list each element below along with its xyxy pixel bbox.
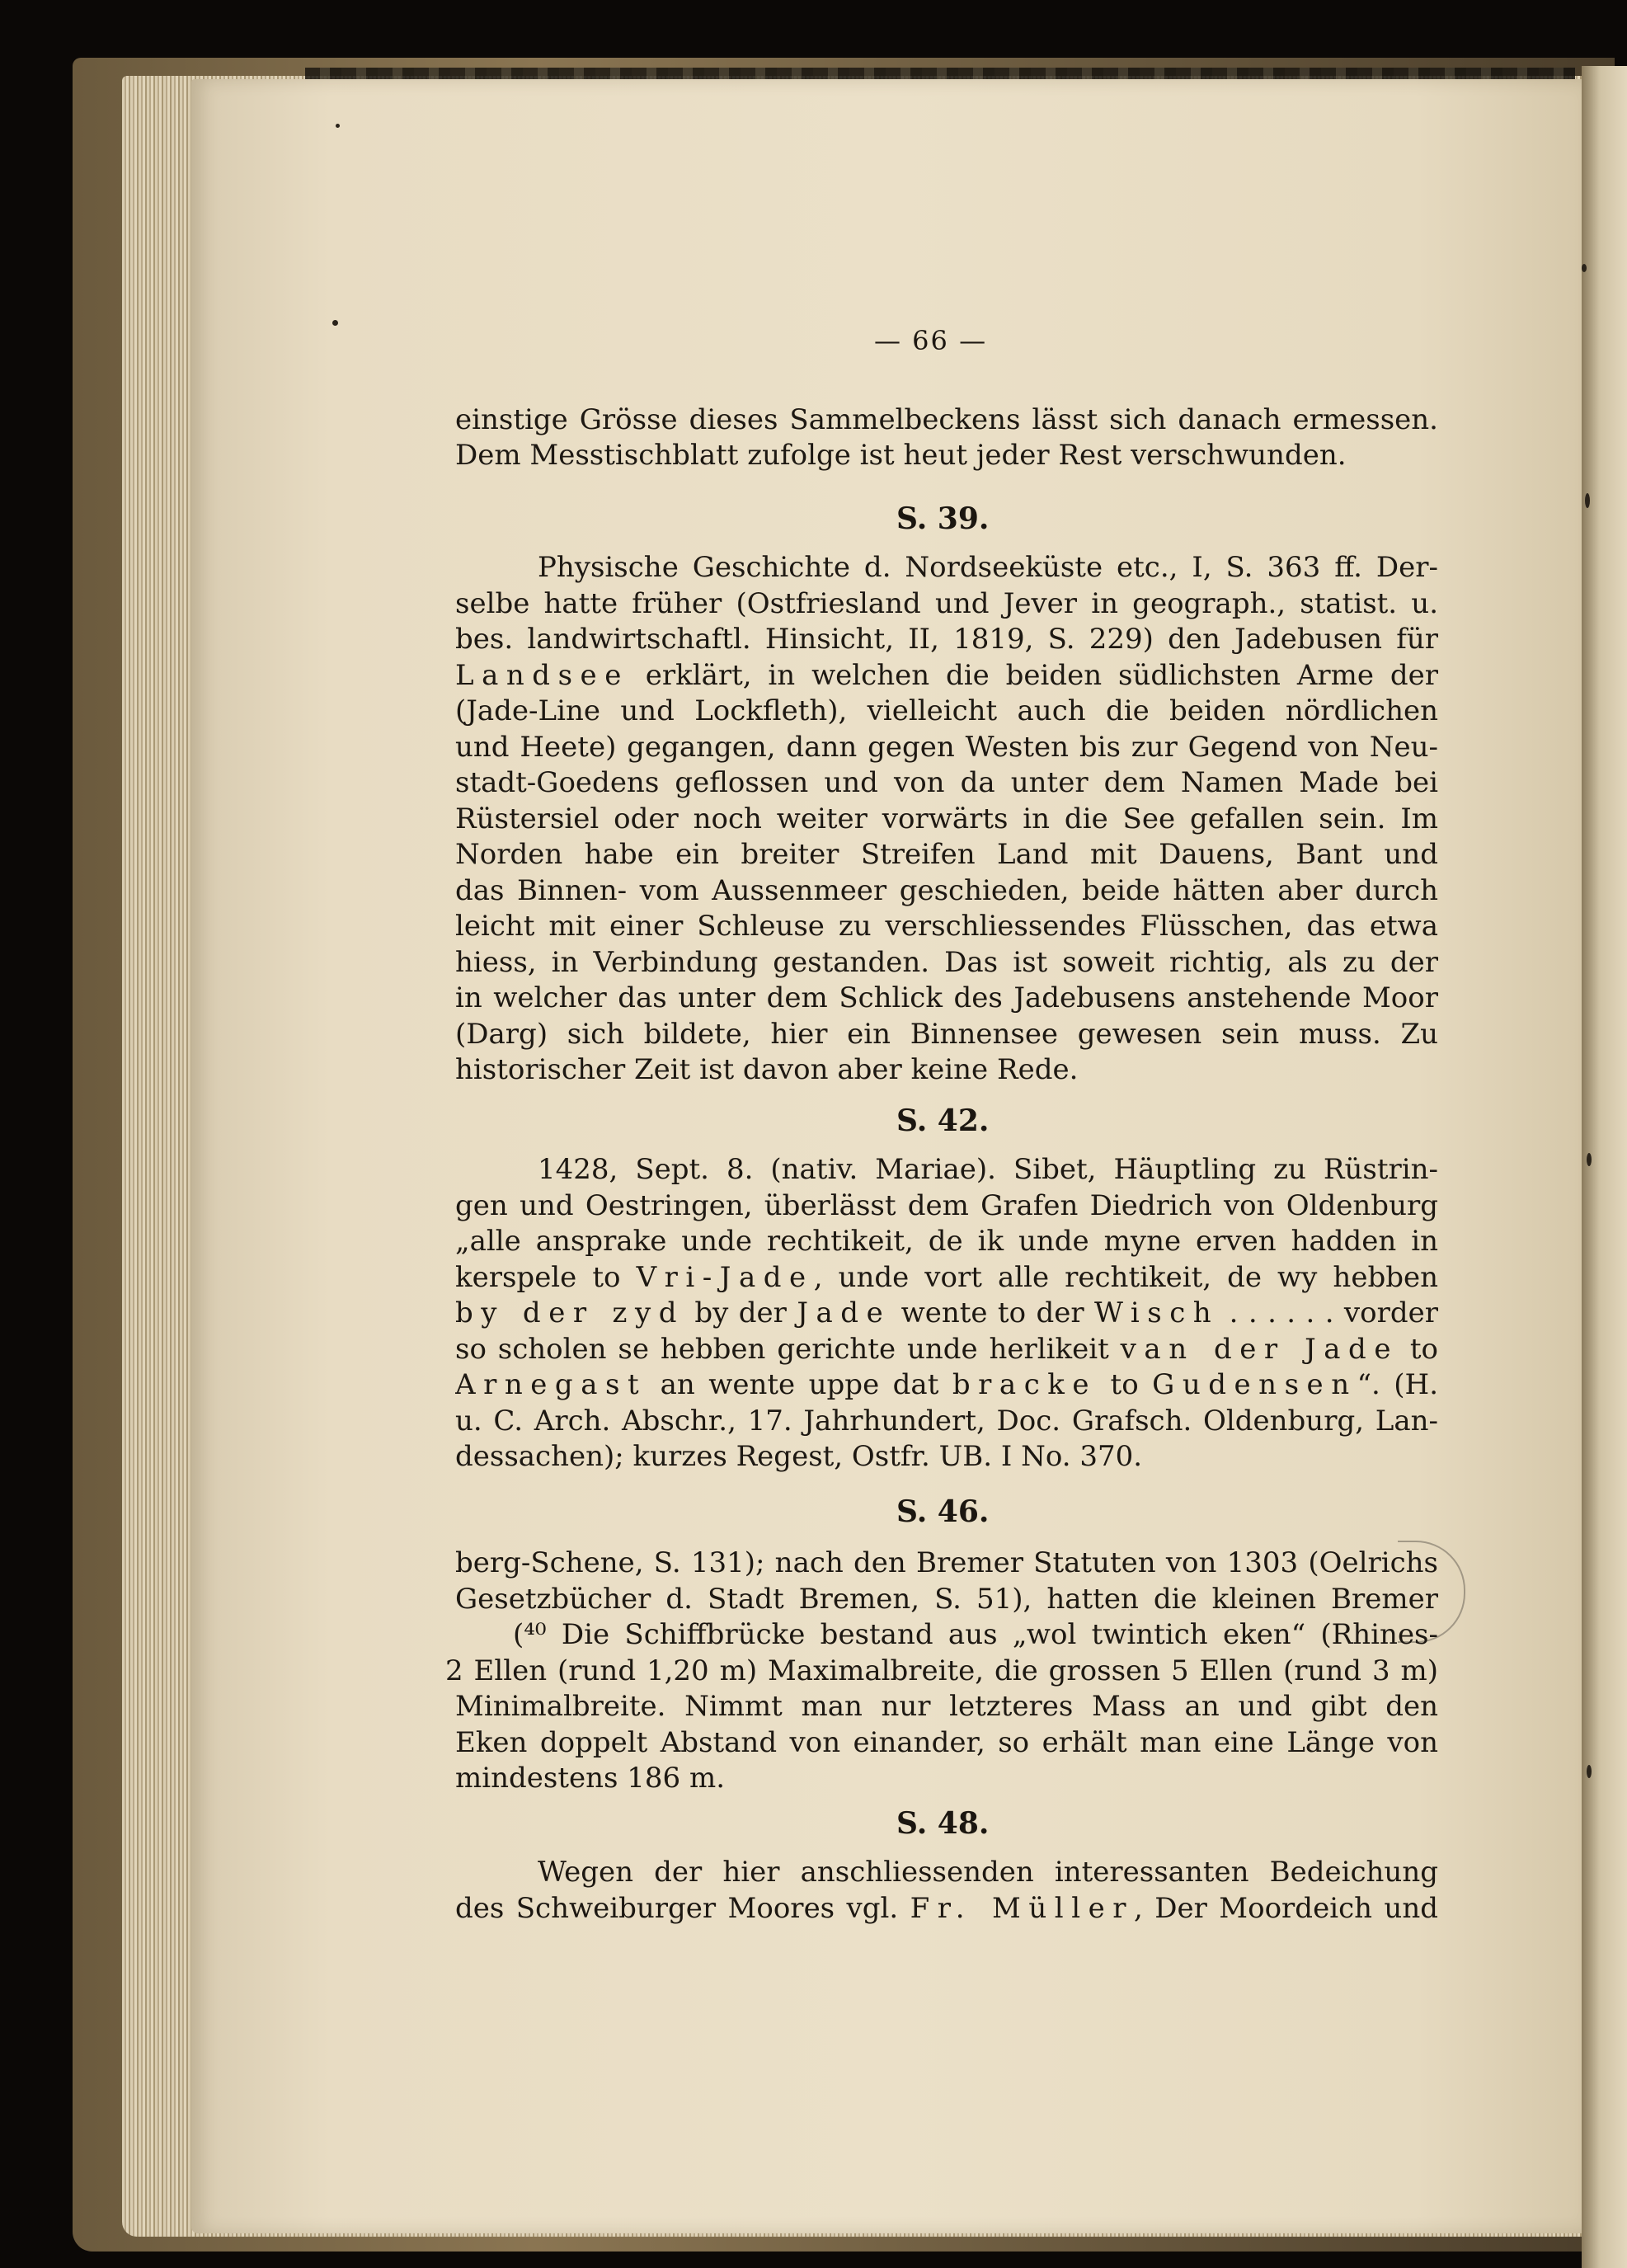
spaced-name: Arnegast bbox=[455, 1368, 647, 1401]
text-run: wente to der bbox=[891, 1296, 1095, 1329]
text-line bbox=[455, 1332, 1438, 1368]
text-run: leicht mit einer Schleuse zu verschliessendes Flüsschen, das etwa bbox=[455, 910, 1438, 943]
text-run: und Heete) gegangen, dann gegen Westen bis zur Gegend von Neu- bbox=[455, 730, 1438, 764]
text-line bbox=[455, 1725, 1438, 1762]
text-line bbox=[455, 1439, 1142, 1475]
text-line bbox=[455, 1546, 1438, 1582]
text-run: (Jade-Line und Lockfleth), vielleicht auch die beiden nördlichen bbox=[455, 694, 1438, 727]
text-run: . . . . . . vorder bbox=[1219, 1296, 1438, 1329]
text-line bbox=[455, 622, 1438, 658]
spaced-name: Landsee bbox=[455, 658, 629, 692]
text-line bbox=[455, 730, 1438, 766]
text-line bbox=[455, 909, 1438, 945]
section-heading: S. 39. bbox=[896, 501, 990, 536]
text-line bbox=[455, 1367, 1438, 1404]
text-line bbox=[455, 1017, 1438, 1053]
ink-speck bbox=[1587, 1765, 1592, 1778]
text-line bbox=[513, 1617, 1438, 1654]
text-line bbox=[455, 837, 1438, 873]
text-run: (Darg) sich bildete, hier ein Binnensee gewesen sein muss. Zu bbox=[455, 1017, 1438, 1051]
text-line bbox=[455, 945, 1438, 981]
text-line bbox=[455, 802, 1438, 838]
page-number: — 66 — bbox=[874, 325, 988, 356]
text-run: , Der Moordeich und bbox=[1134, 1891, 1438, 1925]
spaced-name: bracke bbox=[952, 1368, 1098, 1401]
ink-speck bbox=[1582, 264, 1587, 272]
text-run: Norden habe ein breiter Streifen Land mit Dauens, Bant und bbox=[455, 838, 1438, 871]
text-line bbox=[455, 1404, 1438, 1440]
text-line: einstige Grösse dieses Sammelbeckens lässt sich danach ermessen. bbox=[455, 403, 1438, 436]
text-run: by der bbox=[684, 1296, 797, 1329]
facing-page-edge bbox=[1582, 66, 1627, 2268]
text-run: historischer Zeit ist davon aber keine Rede. bbox=[455, 1053, 1079, 1086]
text-run: to bbox=[1398, 1332, 1438, 1366]
text-run: „alle ansprake unde rechtikeit, de ik unde myne erven hadden in bbox=[455, 1225, 1438, 1258]
spaced-name: Vri-Jade bbox=[636, 1260, 814, 1294]
text-run: Eken doppelt Abstand von einander, so erhält man eine Länge von bbox=[455, 1725, 1438, 1759]
text-line bbox=[455, 1224, 1438, 1260]
text-line bbox=[455, 586, 1438, 623]
text-line bbox=[538, 1152, 1438, 1188]
text-line bbox=[455, 873, 1438, 910]
spaced-name: Jade bbox=[797, 1296, 891, 1329]
text-run: selbe hatte früher (Ostfriesland und Jever in geograph., statist. u. bbox=[455, 586, 1438, 620]
text-run: kerspele to bbox=[455, 1260, 637, 1294]
text-line bbox=[445, 1654, 1438, 1690]
text-line bbox=[455, 1582, 1438, 1618]
ink-speck bbox=[1587, 1153, 1592, 1166]
text-run: Physische Geschichte d. Nordseeküste etc., I, S. 363 ff. Der- bbox=[538, 551, 1438, 584]
text-run: 1428, Sept. 8. (nativ. Mariae). Sibet, Häuptling zu Rüstrin- bbox=[538, 1153, 1438, 1186]
top-edge-strip bbox=[305, 68, 1575, 79]
text-line bbox=[455, 1052, 1078, 1088]
ink-speck bbox=[332, 320, 338, 326]
text-run: hiess, in Verbindung gestanden. Das ist soweit richtig, als zu der bbox=[455, 945, 1438, 979]
text-line bbox=[455, 1761, 725, 1796]
text-run: to bbox=[1097, 1368, 1153, 1401]
text-line bbox=[455, 765, 1438, 802]
spaced-name: Wisch bbox=[1094, 1296, 1220, 1329]
text-line bbox=[455, 1689, 1438, 1725]
text-run: , unde vort alle rechtikeit, de wy hebben bbox=[813, 1260, 1438, 1294]
text-run: so scholen se hebben gerichte unde herlikeit bbox=[455, 1332, 1121, 1366]
text-line bbox=[538, 550, 1438, 586]
text-run: mindestens 186 m. bbox=[455, 1762, 726, 1795]
section-heading: S. 42. bbox=[896, 1103, 990, 1138]
section-heading: S. 48. bbox=[896, 1806, 990, 1841]
text-run: u. C. Arch. Abschr., 17. Jahrhundert, Doc. Grafsch. Oldenburg, Lan- bbox=[455, 1404, 1438, 1437]
section-heading: S. 46. bbox=[896, 1494, 990, 1529]
text-run: Rüstersiel oder noch weiter vorwärts in die See gefallen sein. Im bbox=[455, 802, 1438, 835]
text-run: Gesetzbücher d. Stadt Bremen, S. 51), hatten die kleinen Bremer bbox=[455, 1582, 1438, 1616]
text-line bbox=[455, 1188, 1438, 1225]
text-run: “. (H. bbox=[1357, 1368, 1438, 1401]
text-line bbox=[455, 658, 1438, 694]
text-run: dessachen); kurzes Regest, Ostfr. UB. I No. 370. bbox=[455, 1440, 1143, 1473]
spaced-name: Fr. Müller bbox=[910, 1891, 1135, 1925]
text-run: bes. landwirtschaftl. Hinsicht, II, 1819, S. 229) den Jadebusen für bbox=[455, 623, 1438, 656]
spaced-name: Gudensen bbox=[1152, 1368, 1357, 1401]
text-line bbox=[455, 1260, 1438, 1296]
ink-speck bbox=[1585, 493, 1590, 508]
text-line bbox=[455, 981, 1438, 1017]
text-run: Minimalbreite. Nimmt man nur letzteres Mass an und gibt den bbox=[455, 1690, 1438, 1723]
text-line bbox=[455, 1891, 1438, 1927]
text-line bbox=[455, 694, 1438, 730]
spaced-name: by der zyd bbox=[455, 1296, 685, 1329]
text-line bbox=[538, 1855, 1438, 1891]
ink-speck bbox=[336, 124, 340, 128]
spaced-name: van der Jade bbox=[1120, 1332, 1399, 1366]
text-run: erklärt, in welchen die beiden südlichsten Arme der bbox=[645, 658, 1438, 692]
text-line bbox=[455, 1296, 1438, 1332]
text-run: Wegen der hier anschliessenden interessanten Bedeichung bbox=[538, 1856, 1438, 1889]
text-run: an wente uppe dat bbox=[647, 1368, 952, 1401]
text-run: stadt-Goedens geflossen und von da unter dem Namen Made bei bbox=[455, 766, 1438, 799]
text-line: Dem Messtischblatt zufolge ist heut jeder Rest verschwunden. bbox=[455, 439, 1347, 472]
text-run: das Binnen- vom Aussenmeer geschieden, beide hätten aber durch bbox=[455, 873, 1438, 907]
text-run: gen und Oestringen, überlässt dem Grafen Diedrich von Oldenburg bbox=[455, 1188, 1438, 1222]
text-run: 2 Ellen (rund 1,20 m) Maximalbreite, die grossen 5 Ellen (rund 3 m) bbox=[445, 1654, 1438, 1687]
text-run: des Schweiburger Moores vgl. bbox=[455, 1891, 910, 1925]
text-run: (⁴⁰ Die Schiffbrücke bestand aus „wol twintich eken“ (Rhines- bbox=[513, 1618, 1438, 1651]
text-run: berg-Schene, S. 131); nach den Bremer Statuten von 1303 (Oelrichs bbox=[455, 1546, 1438, 1579]
text-run: in welcher das unter dem Schlick des Jadebusens anstehende Moor bbox=[455, 981, 1438, 1014]
